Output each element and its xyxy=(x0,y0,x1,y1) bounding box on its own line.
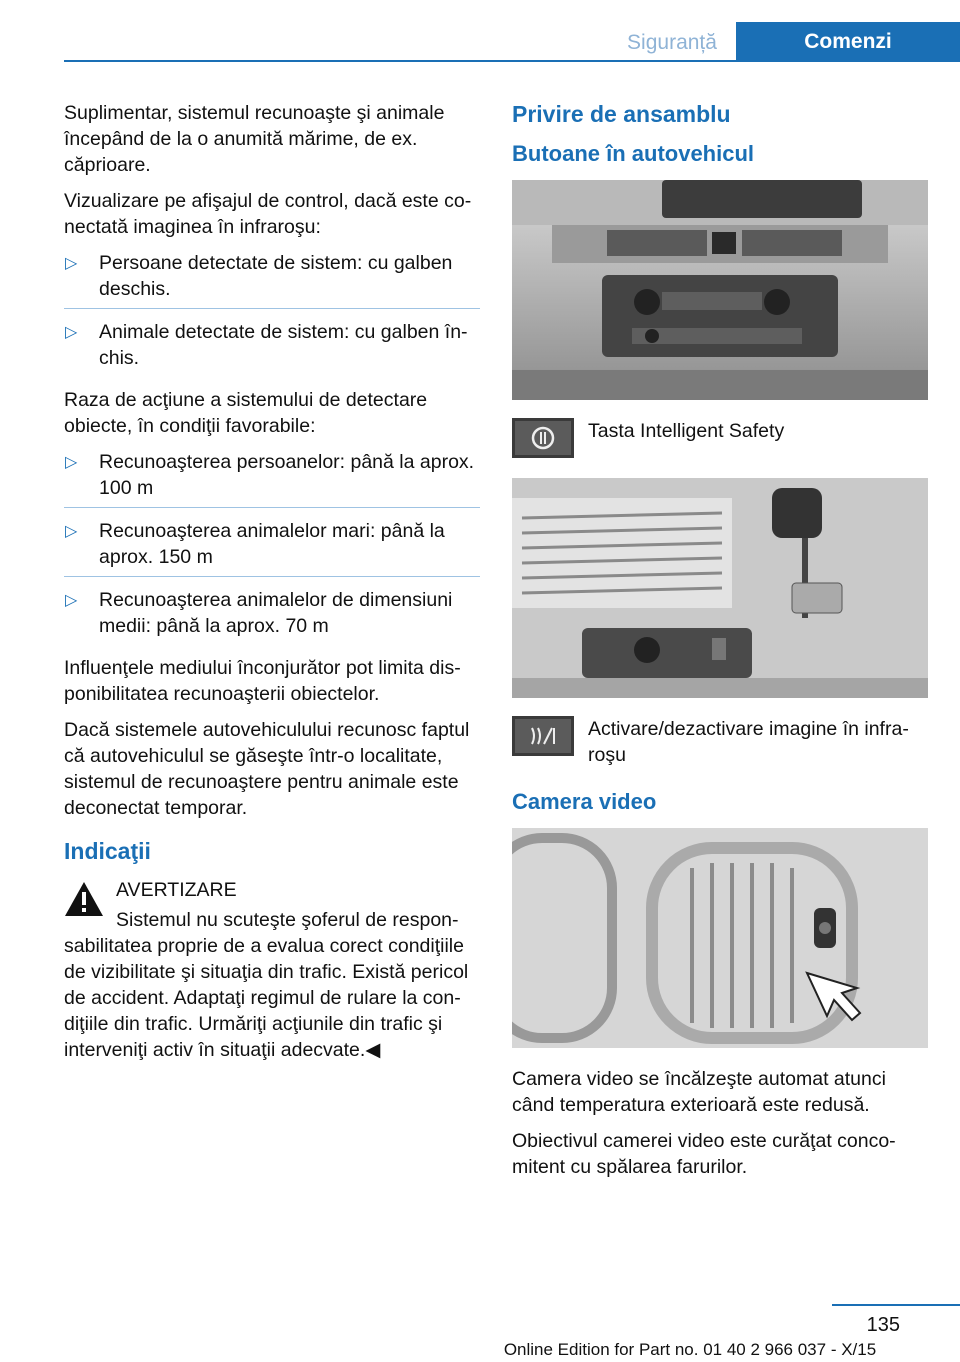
warning-text-rest: sabilitatea proprie de a evalua corect condiţiile de vizibilitate şi situaţia din trafic. Există pericol de accident. Adaptaţi regimul de rulare la con‐diţiile din trafic. Urmăriţi acţiunile din trafic şi interveniţi activ în situaţii adecvate.◀ xyxy=(64,935,469,1061)
left-column xyxy=(64,100,480,1063)
list-item-text: Recunoaşterea animalelor de dimensiuni medii: până la aprox. 70 m xyxy=(99,589,453,637)
paragraph: Vizualizare pe afişajul de control, dacă este co‐nectată imaginea în infraroşu: xyxy=(64,190,472,238)
paragraph: Camera video se încălzeşte automat atunci când temperatura exterioară este redusă. xyxy=(512,1068,886,1116)
list-item-text: Recunoaşterea animalelor mari: până la aprox. 150 m xyxy=(99,520,445,568)
light-switch-panel-photo xyxy=(512,478,928,698)
footer-edition-text: Online Edition for Part no. 01 40 2 966 037 - X/15 xyxy=(503,1340,877,1359)
subheading-buttons: Butoane în autovehicul xyxy=(512,141,755,166)
triangle-right-icon: ▷ xyxy=(65,255,78,272)
intelligent-safety-button-icon xyxy=(512,418,574,458)
paragraph: Obiectivul camerei video este curăţat conco‐mitent cu spălarea farurilor. xyxy=(512,1130,896,1178)
paragraph: Influenţele mediului înconjurător pot limita dis‐ponibilitatea recunoaşterii obiectelor. xyxy=(64,657,461,705)
bullet-list xyxy=(64,250,480,377)
subheading-camera: Camera video xyxy=(512,789,657,814)
warning-triangle-icon xyxy=(64,881,104,917)
warning-block xyxy=(64,877,480,1063)
footer-rule xyxy=(832,1304,960,1306)
heading-overview: Privire de ansamblu xyxy=(512,101,731,127)
list-item xyxy=(64,449,480,508)
list-item xyxy=(64,587,480,645)
header-tab-comenzi[interactable]: Comenzi xyxy=(736,22,960,62)
triangle-right-icon: ▷ xyxy=(65,454,78,471)
right-column xyxy=(512,100,928,1190)
button-label: Tasta Intelligent Safety xyxy=(588,420,785,442)
list-item xyxy=(64,319,480,377)
page-number: 135 xyxy=(866,1314,900,1336)
paragraph: Dacă sistemele autovehiculului recunosc faptul că autovehiculul se găseşte într-o localitate, sistemul de recunoaştere pentru animale este deconectat temporar. xyxy=(64,719,470,819)
button-row-infrared xyxy=(512,716,928,768)
dashboard-center-console-photo xyxy=(512,180,928,400)
triangle-right-icon: ▷ xyxy=(65,592,78,609)
paragraph: Raza de acţiune a sistemului de detectare obiecte, în condiţii favorabile: xyxy=(64,389,428,437)
list-item-text: Animale detectate de sistem: cu galben în‐chis. xyxy=(99,321,468,369)
list-item-text: Persoane detectate de sistem: cu galben deschis. xyxy=(99,252,453,300)
triangle-right-icon: ▷ xyxy=(65,324,78,341)
warning-title: AVERTIZARE xyxy=(116,879,237,901)
bullet-list xyxy=(64,449,480,645)
button-row-intelligent-safety xyxy=(512,418,928,458)
list-item xyxy=(64,250,480,309)
heading-indicatii: Indicaţii xyxy=(64,838,151,864)
list-item xyxy=(64,518,480,577)
header-tab-siguranta[interactable]: Siguranță xyxy=(627,31,717,54)
infrared-image-button-icon xyxy=(512,716,574,756)
camera-grille-photo xyxy=(512,828,928,1048)
warning-text-first: Sistemul nu scuteşte şoferul de respon‐ xyxy=(116,909,459,931)
list-item-text: Recunoaşterea persoanelor: până la aprox. 100 m xyxy=(99,451,475,499)
button-label: Activare/dezactivare imagine în infra‐roşu xyxy=(588,718,909,766)
triangle-right-icon: ▷ xyxy=(65,523,78,540)
paragraph: Suplimentar, sistemul recunoaşte şi animale începând de la o anumită mărime, de ex. căprioare. xyxy=(64,102,445,176)
